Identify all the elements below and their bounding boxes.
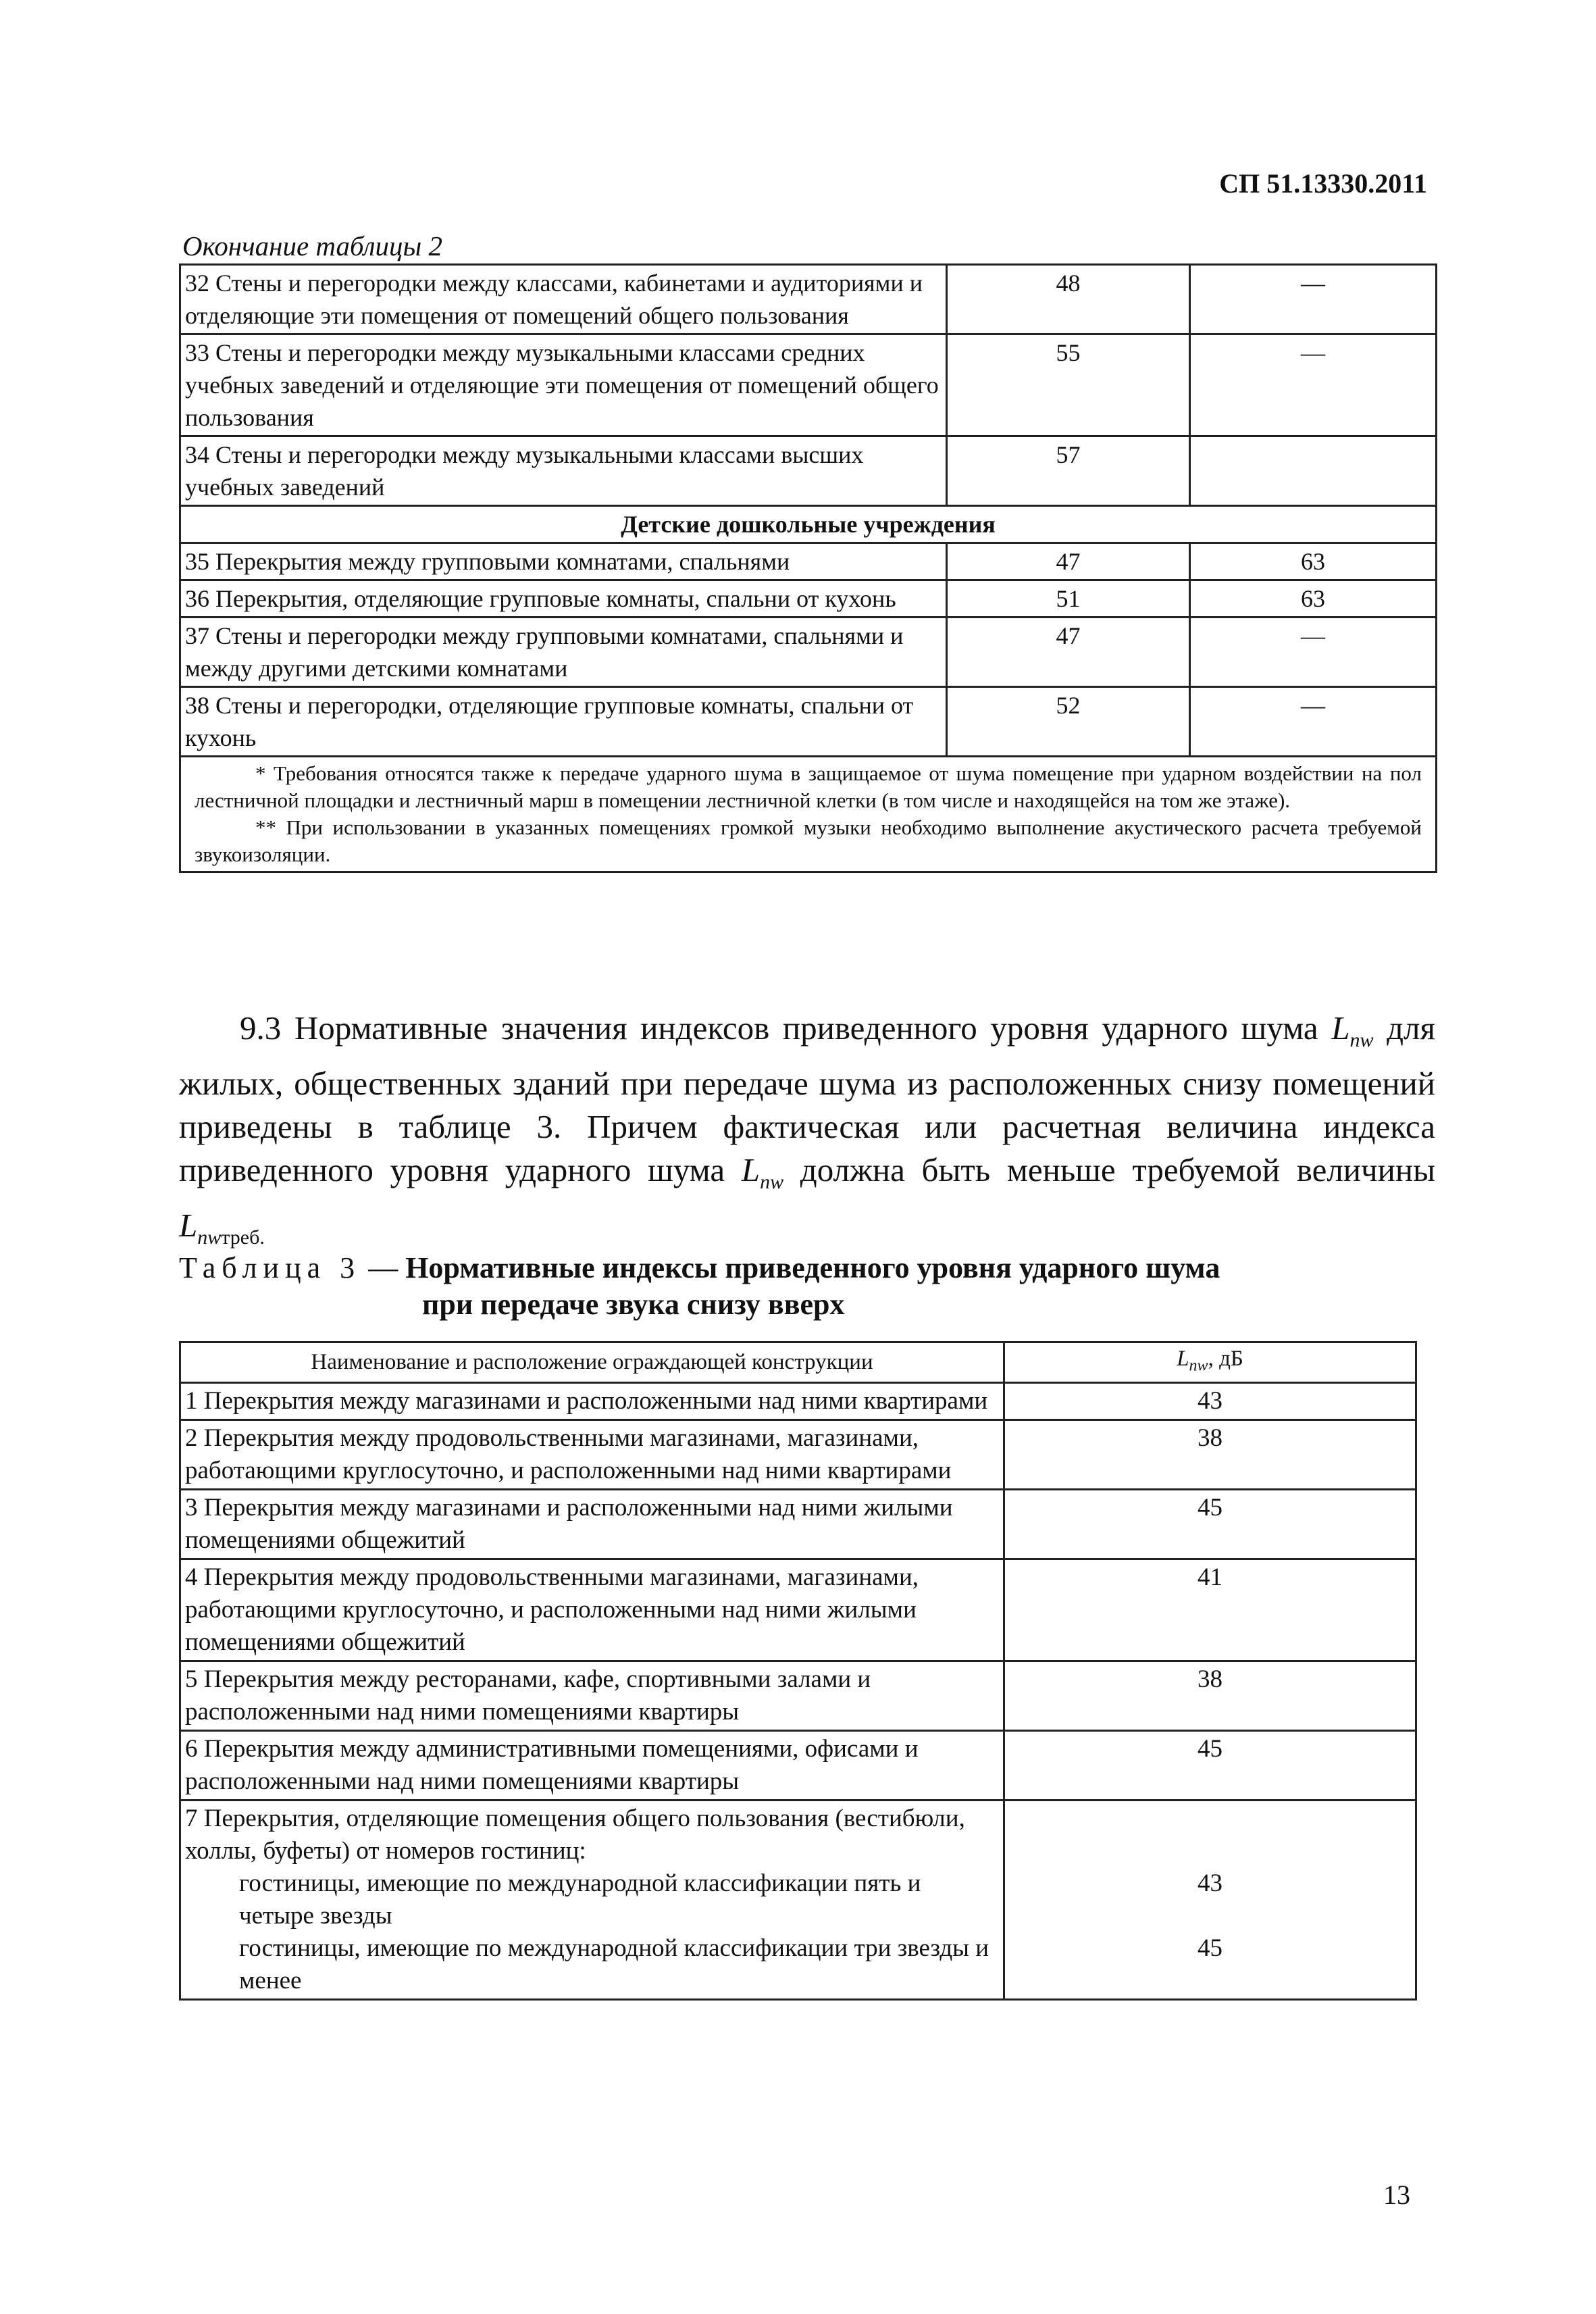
table-row: [180, 265, 1437, 334]
row-text: 37 Стены и перегородки между групповыми комнатами, спальнями и между другими детскими комнатами: [180, 618, 947, 687]
table-3-caption: [179, 1250, 1220, 1323]
paragraph-part-3: должна быть меньше требуемой величины: [783, 1151, 1435, 1188]
caption-title-line-1: Нормативные индексы приведенного уровня ударного шума: [405, 1251, 1220, 1284]
caption-title-line-2: при передаче звука снизу вверх: [422, 1288, 845, 1321]
row-value: 43: [1004, 1382, 1416, 1419]
row-value: 38: [1004, 1661, 1416, 1730]
section-row: [180, 506, 1437, 543]
table-row: [180, 687, 1437, 757]
row-text: 5 Перекрытия между ресторанами, кафе, спортивными залами и расположенными над ними помещениями квартиры: [180, 1661, 1004, 1730]
row-text: 2 Перекрытия между продовольственными магазинами, магазинами, работающими круглосуточно, и расположенными над ними квартирами: [180, 1419, 1004, 1489]
row-value: [1004, 1800, 1416, 1999]
row-text: 34 Стены и перегородки между музыкальными классами высших учебных заведений: [180, 436, 947, 506]
table-row: [180, 1800, 1416, 1999]
notes-row: [180, 757, 1437, 872]
row-rw-value: 47: [947, 618, 1190, 687]
row-text: [180, 1800, 1004, 1999]
table-row: [180, 1559, 1416, 1661]
table-label: Таблица 3: [179, 1251, 361, 1284]
row-text: 6 Перекрытия между административными помещениями, офисами и расположенными над ними помещениями квартиры: [180, 1730, 1004, 1800]
paragraph-text: [179, 1007, 1435, 1259]
caption-dash: —: [361, 1251, 406, 1284]
row-7-sub-1: гостиницы, имеющие по международной классификации пять и четыре звезды: [239, 1869, 921, 1930]
header-symbol: L: [1177, 1347, 1189, 1371]
table-notes: [180, 757, 1437, 872]
row-rw-value: 48: [947, 265, 1190, 334]
table-row: [180, 618, 1437, 687]
row-value: 38: [1004, 1419, 1416, 1489]
paragraph-9-3: [179, 1007, 1435, 1259]
table-row: [180, 334, 1437, 436]
row-rw-value: 47: [947, 543, 1190, 580]
section-heading: Детские дошкольные учреждения: [180, 506, 1437, 543]
row-text: 36 Перекрытия, отделяющие групповые комнаты, спальни от кухонь: [180, 580, 947, 618]
document-code: СП 51.13330.2011: [1219, 168, 1427, 199]
note-1: * Требования относятся также к передаче ударного шума в защищаемое от шума помещение при ударном воздействии на пол лестничной площадки и лестничный марш в помещении лестничной клетки (в том числе и находящейся на том же этаже).: [195, 761, 1422, 812]
row-rw-value: 51: [947, 580, 1190, 618]
row-text: 3 Перекрытия между магазинами и расположенными над ними жилыми помещениями общежитий: [180, 1489, 1004, 1559]
row-ln-value: —: [1190, 618, 1437, 687]
header-value: [1004, 1342, 1416, 1383]
symbol-lnw-required: L: [179, 1206, 198, 1244]
symbol-subscript-required: треб.: [221, 1226, 265, 1249]
symbol-lnw: L: [741, 1151, 761, 1188]
row-7-sub-2: гостиницы, имеющие по международной классификации три звезды и менее: [239, 1934, 989, 1994]
row-rw-value: 52: [947, 687, 1190, 757]
row-value: 41: [1004, 1559, 1416, 1661]
table-row: [180, 1419, 1416, 1489]
symbol-subscript: nw: [197, 1226, 222, 1249]
row-rw-value: 55: [947, 334, 1190, 436]
paragraph-part-2: для жилых, общественных зданий при передаче шума из расположенных снизу помещений приведены в таблице 3. Причем фактическая или расчетная величина индекса приведенного уровня ударного шума: [179, 1009, 1436, 1188]
table-header-row: [180, 1342, 1416, 1383]
row-ln-value: —: [1190, 265, 1437, 334]
row-value: 45: [1004, 1730, 1416, 1800]
row-text: 33 Стены и перегородки между музыкальными классами средних учебных заведений и отделяющие эти помещения от помещений общего пользования: [180, 334, 947, 436]
row-ln-value: —: [1190, 334, 1437, 436]
row-ln-value: 63: [1190, 543, 1437, 580]
symbol-lnw: L: [1331, 1009, 1350, 1047]
table-continuation-title: Окончание таблицы 2: [182, 230, 443, 261]
row-text: 1 Перекрытия между магазинами и расположенными над ними квартирами: [180, 1382, 1004, 1419]
row-text: 4 Перекрытия между продовольственными магазинами, магазинами, работающими круглосуточно, и расположенными над ними жилыми помещениями общежитий: [180, 1559, 1004, 1661]
row-7-text: 7 Перекрытия, отделяющие помещения общего пользования (вестибюли, холлы, буфеты) от номеров гостиниц:: [185, 1804, 965, 1865]
paragraph-part-1: 9.3 Нормативные значения индексов приведенного уровня ударного шума: [240, 1009, 1332, 1047]
table-2-continuation: [179, 263, 1437, 873]
symbol-subscript: nw: [1349, 1028, 1374, 1051]
row-text: 35 Перекрытия между групповыми комнатами, спальнями: [180, 543, 947, 580]
table-row: [180, 1382, 1416, 1419]
value-spacer: [1009, 1803, 1411, 1867]
note-2: ** При использовании в указанных помещениях громкой музыки необходимо выполнение акустического расчета требуемой звукоизоляции.: [195, 815, 1422, 866]
row-text: 38 Стены и перегородки, отделяющие групповые комнаты, спальни от кухонь: [180, 687, 947, 757]
row-text: 32 Стены и перегородки между классами, кабинетами и аудиториями и отделяющие эти помещения от помещений общего пользования: [180, 265, 947, 334]
row-ln-value: [1190, 436, 1437, 506]
table-row: [180, 1661, 1416, 1730]
row-value: 45: [1004, 1489, 1416, 1559]
table-row: [180, 580, 1437, 618]
page-number: 13: [1383, 2180, 1410, 2210]
table-row: [180, 543, 1437, 580]
table-row: [180, 1489, 1416, 1559]
row-ln-value: 63: [1190, 580, 1437, 618]
row-7-value-1: 43: [1198, 1869, 1222, 1897]
header-unit: , дБ: [1208, 1347, 1243, 1371]
header-name: Наименование и расположение ограждающей конструкции: [180, 1342, 1004, 1383]
row-7-value-2: 45: [1198, 1934, 1222, 1962]
table-3: [179, 1341, 1417, 2001]
table-row: [180, 1730, 1416, 1800]
row-rw-value: 57: [947, 436, 1190, 506]
symbol-subscript: nw: [760, 1170, 784, 1193]
table-row: [180, 436, 1437, 506]
row-ln-value: —: [1190, 687, 1437, 757]
header-subscript: nw: [1189, 1357, 1208, 1375]
